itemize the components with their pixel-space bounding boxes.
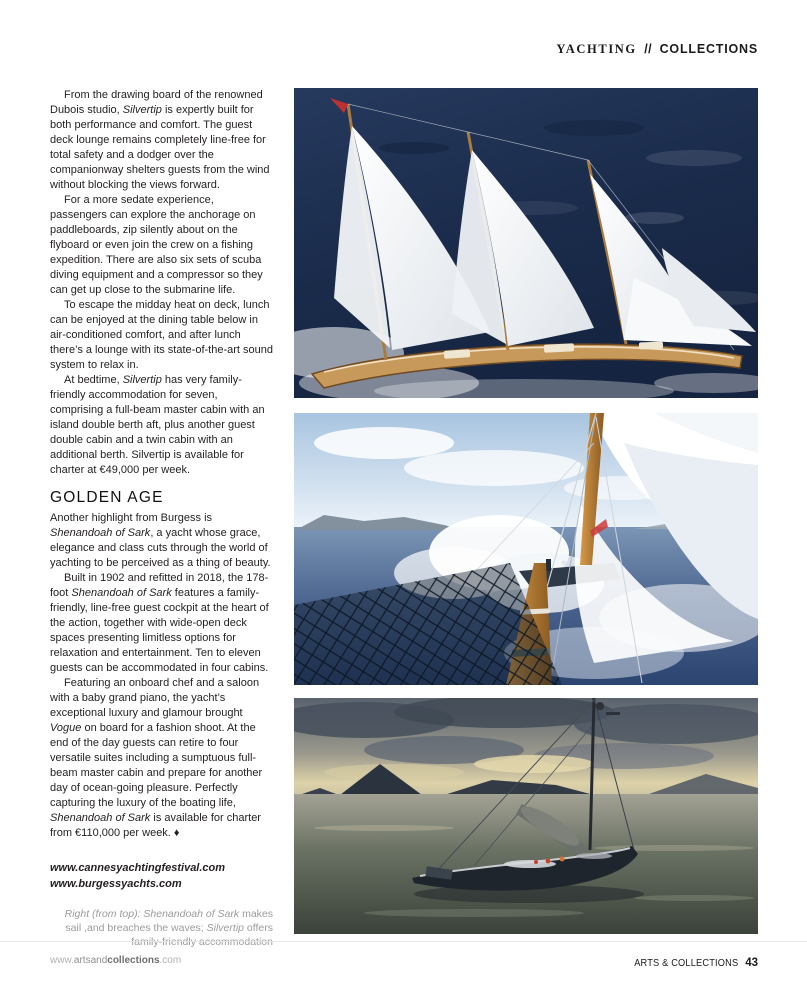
text-run: For a more sedate experience, passengers can explore the anchorage on paddleboards, zip silently about on the flyboard or even join the crew on a fishing expedition. There are also six sets of scuba diving equipment and a compressor so they can get up close to the submarine life. — [50, 194, 263, 296]
text-run: offers family-friendly accommodation — [131, 922, 273, 948]
footer-url-collections: collections — [107, 955, 160, 966]
header-separator: // — [644, 42, 653, 56]
schooner-aerial-illustration — [294, 88, 758, 398]
footer-url-www: www. — [50, 955, 74, 966]
italic-name: Silvertip — [122, 104, 162, 116]
article-paragraph — [50, 373, 273, 478]
text-run: To escape the midday heat on deck, lunch can be enjoyed at the dining table below in air-conditioned comfort, and after lunch there’s a lounge with its state-of-the-art sound system to relax in. — [50, 299, 273, 371]
italic-name: Shenandoah of Sark — [143, 908, 240, 920]
footer-brand: ARTS & COLLECTIONS — [634, 957, 739, 969]
footer-url-com: .com — [159, 955, 182, 966]
article-paragraph — [50, 676, 273, 841]
footer-page-number: 43 — [745, 957, 758, 969]
text-run: features a family-friendly, line-free guest cockpit at the heart of the action, together with wide-open deck spaces presenting limitless options for relaxation and entertainment. Ten to eleven guests can be accommodated in four cabins. — [50, 587, 269, 674]
text-run: has very family-friendly accommodation for seven, comprising a full-beam master cabin with an island double berth aft, plus another guest double cabin and a twin cabin with an additional berth. Silvertip is available for charter at €49,000 per week. — [50, 374, 265, 476]
text-run: on board for a fashion shoot. At the end of the day guests can retire to four versatile suites including a sumptuous full-beam master cabin and prepare for another day of ocean-going pleasure. Perfectly capturing the luxury of the boating life, — [50, 722, 263, 809]
shenandoah-bowsprit-photo — [294, 413, 758, 685]
text-run: is available for charter from €110,000 per week. ♦ — [50, 812, 261, 839]
photo-caption — [50, 907, 273, 949]
text-run: Another highlight from Burgess is — [50, 512, 213, 524]
footer-url-artsand: artsand — [73, 955, 108, 966]
website-links — [50, 861, 273, 892]
footer-folio — [620, 953, 758, 971]
text-run: is expertly built for both performance and comfort. The guest deck lounge remains completely line-free for total safety and a dodger over the companionway shelters guests from the wind without blocking the views forward. — [50, 104, 270, 191]
article-body — [50, 88, 273, 841]
article-paragraph — [50, 298, 273, 373]
bowsprit-illustration — [294, 413, 758, 685]
footer-rule — [0, 941, 807, 942]
article-paragraph — [50, 571, 273, 676]
page-header — [556, 40, 758, 58]
italic-name: Right (from top): — [64, 908, 144, 920]
article-column — [50, 88, 273, 949]
text-run: makes sail ,and breaches the waves; — [65, 908, 273, 934]
italic-name: Shenandoah of Sark — [50, 812, 151, 824]
text-run: , a yacht whose grace, elegance and class cuts through the world of yachting to be perceived as a thing of beauty. — [50, 527, 271, 569]
italic-name: Silvertip — [206, 922, 244, 934]
shenandoah-aerial-photo — [294, 88, 758, 398]
italic-name: Silvertip — [122, 374, 162, 386]
section-heading: GOLDEN AGE — [50, 489, 164, 506]
text-run: At bedtime, — [64, 374, 123, 386]
silvertip-anchored-photo — [294, 698, 758, 934]
article-paragraph — [50, 511, 273, 571]
text-run: Featuring an onboard chef and a saloon with a baby grand piano, the yacht’s exceptional luxury and glamour brought — [50, 677, 260, 719]
text-run: From the drawing board of the renowned Dubois studio, — [50, 89, 263, 116]
header-title: COLLECTIONS — [659, 42, 758, 56]
italic-name: Shenandoah of Sark — [50, 527, 151, 539]
silvertip-dusk-illustration — [294, 698, 758, 934]
footer-url[interactable] — [50, 955, 181, 966]
italic-name: Shenandoah of Sark — [71, 587, 172, 599]
website-link[interactable]: www.cannesyachtingfestival.com — [50, 862, 226, 874]
italic-name: Vogue — [50, 722, 82, 734]
website-link[interactable]: www.burgessyachts.com — [50, 877, 182, 890]
article-paragraph — [50, 88, 273, 193]
text-run: Built in 1902 and refitted in 2018, the 178-foot — [50, 572, 269, 599]
header-section-label: YACHTING — [556, 42, 637, 56]
article-paragraph — [50, 193, 273, 298]
